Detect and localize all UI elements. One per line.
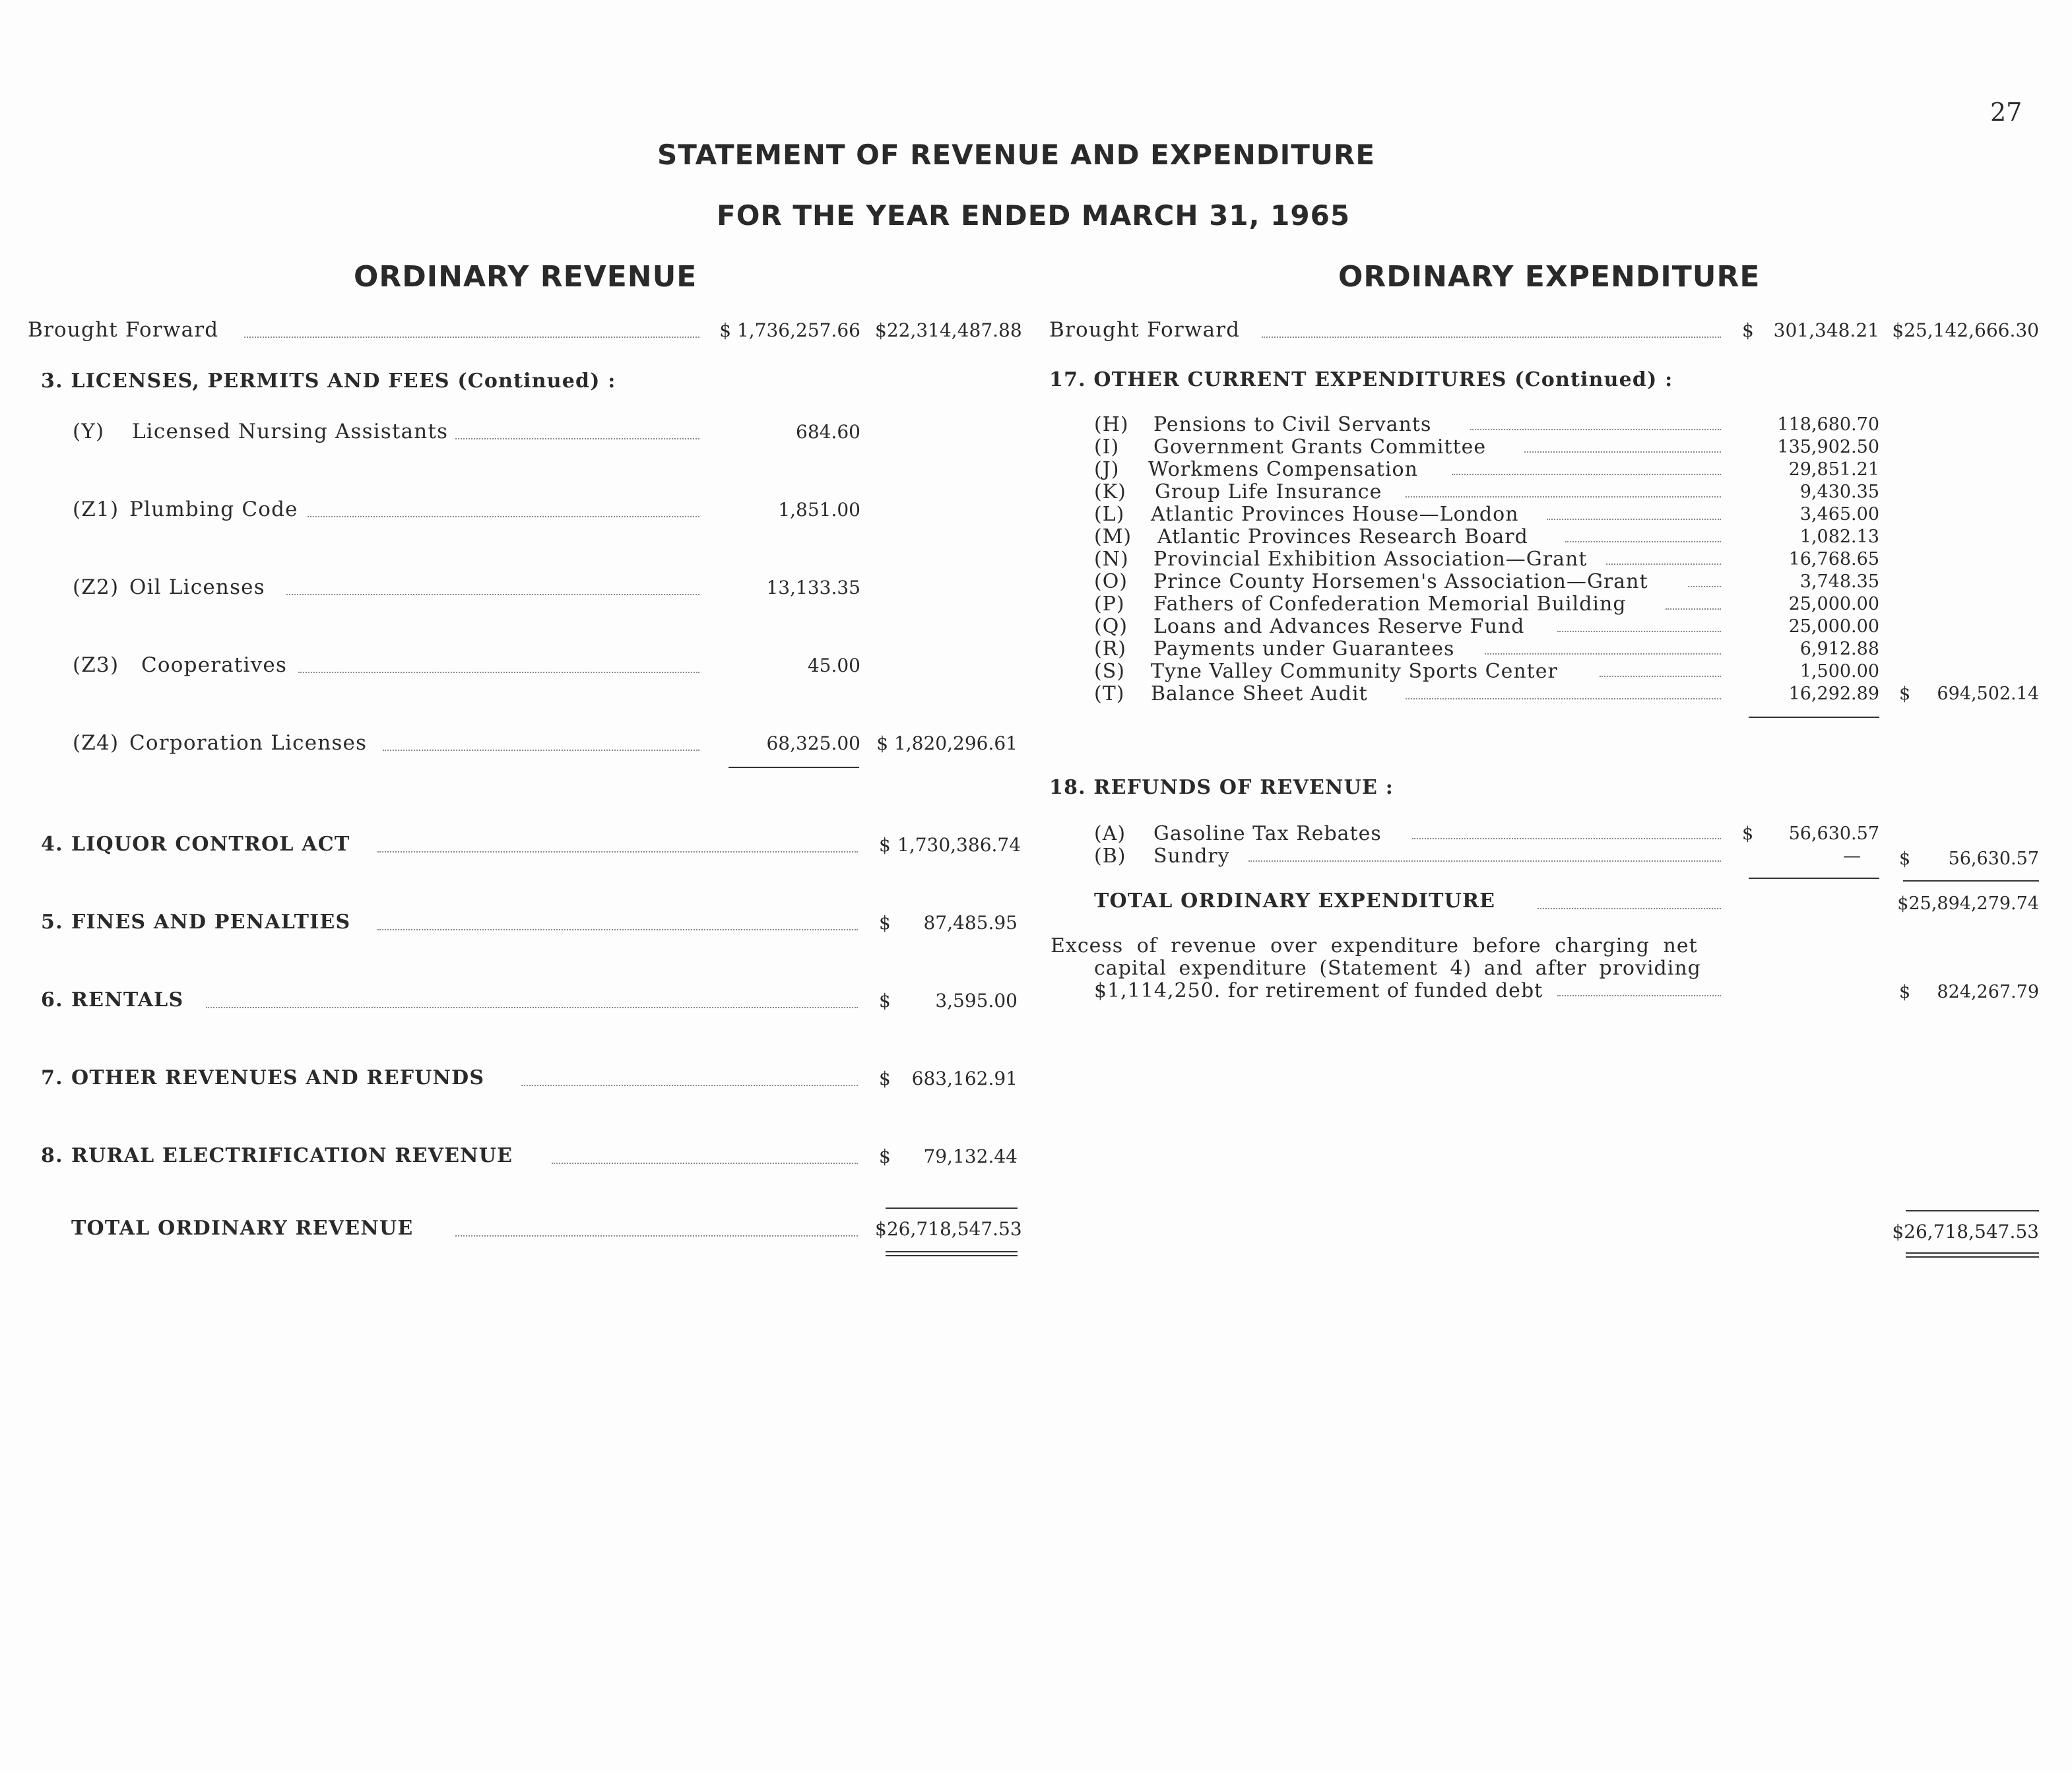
expenditure-grand-total: $26,718,547.53 [1892,1221,2039,1242]
leader-dots [521,1085,858,1086]
revenue-item-label: Licensed Nursing Assistants [132,420,449,443]
leader-dots [1524,451,1721,453]
subtotal-rule [1903,880,2039,882]
dollar-sign: $ [1899,684,1911,704]
revenue-item-label: Plumbing Code [129,498,298,521]
leader-dots [1600,676,1721,677]
total-rule-bottom [886,1251,1018,1252]
expenditure-item-label: Workmens Compensation [1148,458,1418,481]
expenditure-item-amount: 118,680.70 [1777,414,1879,435]
revenue-total-amount: $26,718,547.53 [875,1218,1022,1240]
leader-dots [1485,653,1721,655]
leader-dots [1547,519,1721,520]
dollar-sign: $ [879,1145,891,1167]
revenue-section3-total: $ 1,820,296.61 [876,732,1018,754]
total-rule-bottom [1906,1252,2039,1254]
total-rule-top [1906,1210,2039,1211]
expenditure-item-code: (H) [1094,413,1129,436]
expenditure-item-amount: 135,902.50 [1777,437,1879,457]
expenditure-item-label: Prince County Horsemen's Association—Grant [1153,570,1648,593]
page-number: 27 [1990,98,2023,127]
expenditure-section17-heading: 17. OTHER CURRENT EXPENDITURES (Continued) : [1049,368,1673,391]
leader-dots [1406,698,1721,699]
revenue-section-amount: 683,162.91 [911,1068,1018,1089]
dollar-sign: $ [879,834,891,856]
dollar-sign: $ [879,990,891,1012]
expenditure-item-label: Fathers of Confederation Memorial Building [1153,593,1627,616]
leader-dots [455,1235,858,1237]
expenditure-item-amount: 9,430.35 [1799,482,1879,502]
revenue-section-amount: 1,730,386.74 [897,834,1021,856]
expenditure-item-label: Sundry [1153,845,1230,868]
expenditure-total-label: TOTAL ORDINARY EXPENDITURE [1094,889,1496,913]
revenue-section-label: LIQUOR CONTROL ACT [71,833,350,856]
revenue-item-amount: 45.00 [807,655,860,676]
total-rule-top [886,1208,1018,1209]
total-rule-bottom [1906,1256,2039,1258]
expenditure-item-code: (M) [1094,525,1132,548]
revenue-section-number: 6. [41,988,63,1012]
expenditure-item-label: Pensions to Civil Servants [1153,413,1432,436]
revenue-section-label: RENTALS [71,988,184,1012]
expenditure-item-amount: 56,630.57 [1788,823,1879,844]
expenditure-brought-forward-label: Brought Forward [1049,318,1241,342]
leader-dots [455,438,699,439]
leader-dots [383,750,699,751]
revenue-heading: ORDINARY REVENUE [354,260,697,294]
revenue-item-amount: 13,133.35 [766,577,860,598]
dollar-sign: $ [1899,982,1911,1002]
expenditure-item-label: Payments under Guarantees [1153,637,1455,660]
excess-line1: Excess of revenue over expenditure before charging net [1051,934,1698,957]
expenditure-item-code: (J) [1094,458,1120,481]
revenue-brought-forward-amount1: $ 1,736,257.66 [719,319,860,341]
expenditure-item-label: Loans and Advances Reserve Fund [1153,615,1525,638]
revenue-total-label: TOTAL ORDINARY REVENUE [71,1217,414,1240]
revenue-item-label: Cooperatives [141,653,288,677]
expenditure-item-code: (Q) [1094,615,1128,638]
expenditure-item-code: (R) [1094,637,1126,660]
revenue-brought-forward-label: Brought Forward [28,318,219,342]
expenditure-item-code: (T) [1094,682,1125,705]
expenditure-item-label: Atlantic Provinces Research Board [1157,525,1528,548]
leader-dots [377,851,858,853]
leader-dots [377,929,858,930]
revenue-item-amount: 684.60 [796,421,860,443]
expenditure-item-amount: 3,748.35 [1799,571,1879,592]
revenue-section-number: 4. [41,833,63,856]
expenditure-total-amount: $25,894,279.74 [1897,893,2039,914]
revenue-section-amount: 3,595.00 [935,990,1018,1012]
subtotal-rule [1749,717,1879,718]
expenditure-item-amount: 16,292.89 [1788,684,1879,704]
leader-dots [1412,838,1721,839]
expenditure-item-code: (L) [1094,503,1125,526]
dollar-sign: $ [879,1068,891,1089]
leader-dots [206,1007,858,1008]
leader-dots [1538,908,1721,909]
leader-dots [1688,586,1721,587]
revenue-section-amount: 87,485.95 [923,912,1018,934]
expenditure-section18-heading: 18. REFUNDS OF REVENUE : [1049,776,1394,799]
expenditure-item-label: Balance Sheet Audit [1151,682,1368,705]
expenditure-item-code: (P) [1094,593,1125,616]
revenue-item-code: (Z1) [73,498,119,521]
expenditure-item-code: (N) [1094,548,1129,571]
dollar-sign: $ [1742,319,1754,341]
revenue-item-amount: 68,325.00 [766,732,860,754]
revenue-item-code: (Z4) [73,731,119,755]
expenditure-item-code: (K) [1094,480,1126,503]
expenditure-item-amount: 1,500.00 [1799,661,1879,682]
expenditure-item-amount: 16,768.65 [1788,549,1879,569]
revenue-brought-forward-amount2: $22,314,487.88 [875,319,1022,341]
revenue-section-number: 5. [41,911,63,934]
expenditure-heading: ORDINARY EXPENDITURE [1338,260,1761,294]
expenditure-item-label: Government Grants Committee [1153,435,1487,459]
expenditure-brought-forward-amount2: $25,142,666.30 [1892,319,2039,341]
revenue-item-label: Oil Licenses [129,575,265,599]
leader-dots [286,594,699,595]
leader-dots [1565,541,1721,542]
expenditure-item-amount: — [1843,846,1861,866]
revenue-item-code: (Z3) [73,653,119,677]
subtotal-rule [1749,878,1879,879]
expenditure-item-amount: 6,912.88 [1799,639,1879,659]
leader-dots [1470,429,1721,430]
revenue-section-amount: 79,132.44 [923,1145,1018,1167]
page-title: STATEMENT OF REVENUE AND EXPENDITURE [657,139,1376,171]
excess-amount: 824,267.79 [1937,982,2039,1002]
revenue-item-code: (Y) [73,420,105,443]
dollar-sign: $ [1742,823,1754,844]
expenditure-item-amount: 25,000.00 [1788,594,1879,614]
expenditure-section17-total: 694,502.14 [1937,684,2039,704]
expenditure-item-code: (I) [1094,435,1120,459]
expenditure-item-amount: 29,851.21 [1788,459,1879,480]
revenue-section-label: FINES AND PENALTIES [71,911,351,934]
revenue-section-label: OTHER REVENUES AND REFUNDS [71,1066,485,1089]
dollar-sign: $ [1899,849,1911,869]
leader-dots [1606,564,1721,565]
expenditure-item-label: Atlantic Provinces House—London [1151,503,1519,526]
leader-dots [1557,631,1721,632]
revenue-section-number: 8. [41,1144,63,1167]
total-rule-bottom [886,1255,1018,1256]
revenue-section3-heading: 3. LICENSES, PERMITS AND FEES (Continued) : [41,370,616,393]
leader-dots [552,1163,858,1164]
expenditure-item-code: (B) [1094,845,1126,868]
expenditure-item-label: Gasoline Tax Rebates [1153,822,1382,845]
expenditure-item-amount: 1,082.13 [1799,527,1879,547]
leader-dots [244,337,699,338]
expenditure-item-amount: 3,465.00 [1799,504,1879,525]
leader-dots [1452,474,1721,475]
revenue-item-amount: 1,851.00 [778,499,860,521]
leader-dots [308,516,699,517]
page-subtitle: FOR THE YEAR ENDED MARCH 31, 1965 [717,199,1351,232]
expenditure-item-label: Group Life Insurance [1155,480,1382,503]
revenue-section-label: RURAL ELECTRIFICATION REVENUE [71,1144,513,1167]
expenditure-item-amount: 25,000.00 [1788,616,1879,637]
expenditure-item-label: Provincial Exhibition Association—Grant [1153,548,1588,571]
expenditure-brought-forward-amount1: 301,348.21 [1773,319,1879,341]
leader-dots [1248,860,1721,862]
excess-line3: $1,114,250. for retirement of funded debt [1094,979,1543,1002]
excess-line2: capital expenditure (Statement 4) and after providing [1094,957,1701,980]
subtotal-rule [728,767,859,768]
leader-dots [1406,496,1721,498]
expenditure-item-code: (A) [1094,822,1126,845]
expenditure-item-code: (S) [1094,660,1125,683]
leader-dots [1666,608,1721,610]
revenue-item-label: Corporation Licenses [129,731,368,755]
leader-dots [298,672,699,673]
dollar-sign: $ [879,912,891,934]
leader-dots [1262,337,1721,338]
expenditure-section18-total: 56,630.57 [1948,849,2039,869]
leader-dots [1557,995,1721,996]
revenue-item-code: (Z2) [73,575,119,599]
expenditure-item-label: Tyne Valley Community Sports Center [1151,660,1558,683]
expenditure-item-code: (O) [1094,570,1128,593]
revenue-section-number: 7. [41,1066,63,1089]
